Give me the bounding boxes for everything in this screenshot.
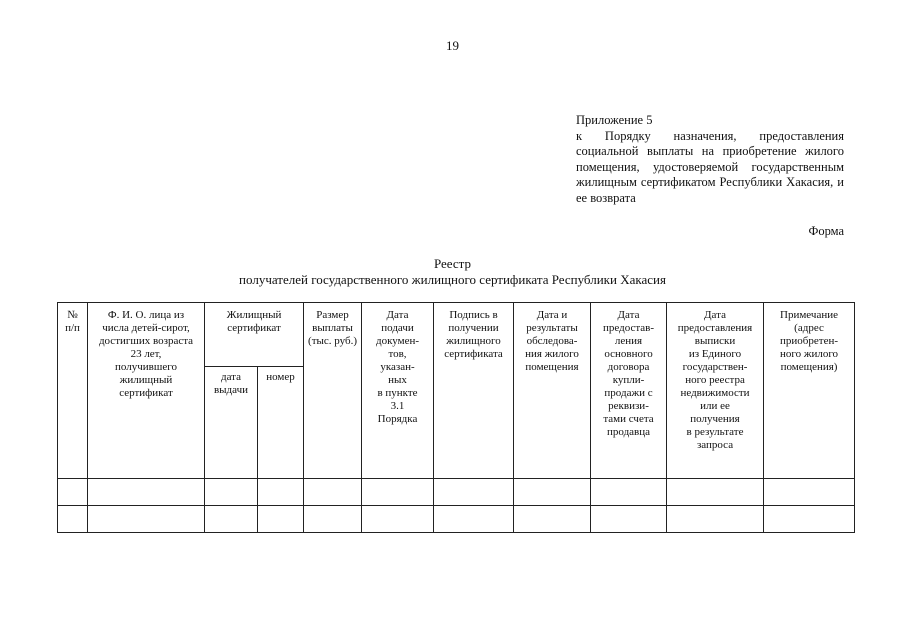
table-cell[interactable] xyxy=(258,506,304,533)
header-contract-date: Дата предостав- ления основного договора купли- продажи с реквизи- тами счета продавца xyxy=(591,303,667,479)
table-cell[interactable] xyxy=(434,479,514,506)
table-cell[interactable] xyxy=(304,479,362,506)
header-fio: Ф. И. О. лица из числа детей-сирот, достигших возраста 23 лет, получившего жилищный сертификат xyxy=(88,303,205,479)
header-note: Примечание (адрес приобретен- ного жилого помещения) xyxy=(764,303,855,479)
registry-title-line2: получателей государственного жилищного сертификата Республики Хакасия xyxy=(239,272,666,287)
table-cell[interactable] xyxy=(591,479,667,506)
table-cell[interactable] xyxy=(667,479,764,506)
table-cell[interactable] xyxy=(58,479,88,506)
table-cell[interactable] xyxy=(591,506,667,533)
appendix-text: к Порядку назначения, предоставления социальной выплаты на приобретение жилого помещения, удостоверяемой государственным жилищным сертификатом Республики Хакасия, и ее возврата xyxy=(576,128,844,205)
header-certificate: Жилищный сертификат xyxy=(205,303,304,367)
table-cell[interactable] xyxy=(764,479,855,506)
table-cell[interactable] xyxy=(667,506,764,533)
registry-table xyxy=(57,302,855,533)
table-cell[interactable] xyxy=(764,506,855,533)
header-cert-date: дата выдачи xyxy=(205,367,258,479)
table-cell[interactable] xyxy=(304,506,362,533)
header-row-1 xyxy=(58,303,855,367)
form-label: Форма xyxy=(808,224,844,238)
table-cell[interactable] xyxy=(88,479,205,506)
table-row xyxy=(58,479,855,506)
registry-title xyxy=(0,256,905,288)
table-cell[interactable] xyxy=(205,506,258,533)
page-number: 19 xyxy=(446,38,459,53)
table-cell[interactable] xyxy=(362,479,434,506)
header-registry-extract: Дата предоставления выписки из Единого государствен- ного реестра недвижимости или ее получения в результате запроса xyxy=(667,303,764,479)
header-inspection: Дата и результаты обследова- ния жилого помещения xyxy=(514,303,591,479)
table-cell[interactable] xyxy=(514,479,591,506)
table-cell[interactable] xyxy=(88,506,205,533)
appendix-block xyxy=(576,113,844,206)
header-payment-size: Размер выплаты (тыс. руб.) xyxy=(304,303,362,479)
table-cell[interactable] xyxy=(362,506,434,533)
header-cert-number: номер xyxy=(258,367,304,479)
header-submission-date: Дата подачи докумен- тов, указан- ных в пункте 3.1 Порядка xyxy=(362,303,434,479)
table-cell[interactable] xyxy=(205,479,258,506)
header-num: № п/п xyxy=(58,303,88,479)
table-cell[interactable] xyxy=(434,506,514,533)
table-cell[interactable] xyxy=(258,479,304,506)
table-row xyxy=(58,506,855,533)
header-signature: Подпись в получении жилищного сертификата xyxy=(434,303,514,479)
registry-title-line1: Реестр xyxy=(433,256,472,271)
appendix-title: Приложение 5 xyxy=(576,113,653,127)
table-cell[interactable] xyxy=(514,506,591,533)
table-cell[interactable] xyxy=(58,506,88,533)
